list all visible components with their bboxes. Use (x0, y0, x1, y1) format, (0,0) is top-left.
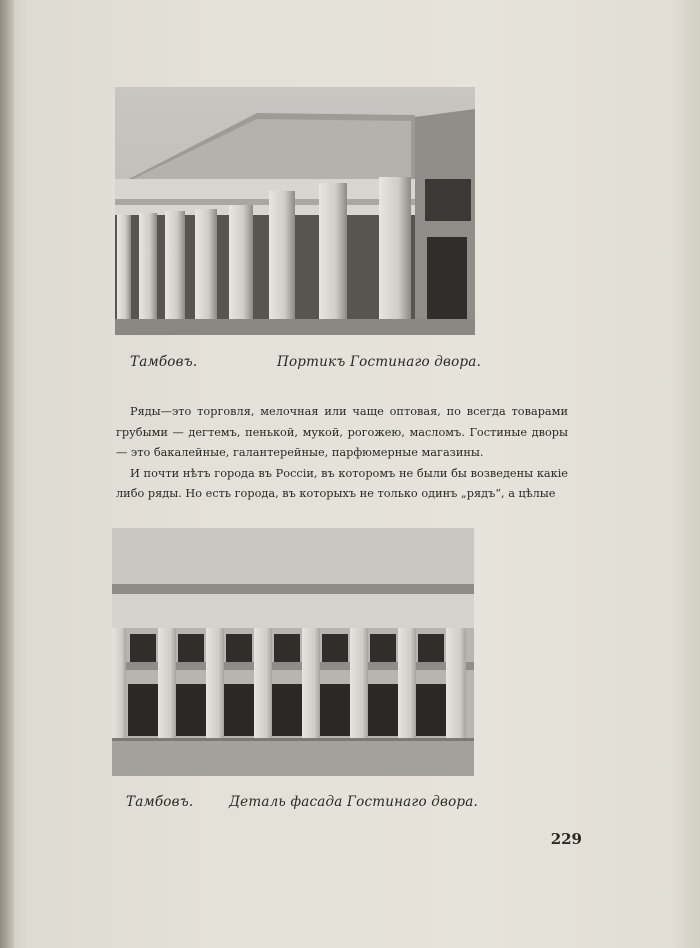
page-gutter-shadow (0, 0, 14, 948)
portico-image (115, 87, 475, 335)
figure1-caption-place: Тамбовъ. (130, 354, 198, 370)
paragraph-1: Ряды—это торговля, мелочная или чаще оптовая, по всегда товарами грубыми — дегтемъ, пенькой, мукой, рогожею, масломъ. Гостиные дворы — это бакалейные, галантерейные, парфюмерные магазины. (116, 405, 568, 459)
body-text (116, 402, 568, 505)
figure1-caption-title: Портикъ Гостинаго двора. (277, 354, 482, 370)
figure2-caption-title: Деталь фасада Гостинаго двора. (229, 794, 478, 810)
figure2-caption-place: Тамбовъ. (126, 794, 194, 810)
page-number: 229 (550, 830, 582, 848)
facade-image (112, 528, 474, 776)
photo-facade (112, 528, 474, 776)
paragraph-2: И почти нѣтъ города въ Россіи, въ которомъ не были бы возведены какіе либо ряды. Но есть города, въ которыхъ не только одинъ „рядъ“, а цѣлые (116, 466, 568, 500)
photo-portico (115, 87, 475, 335)
